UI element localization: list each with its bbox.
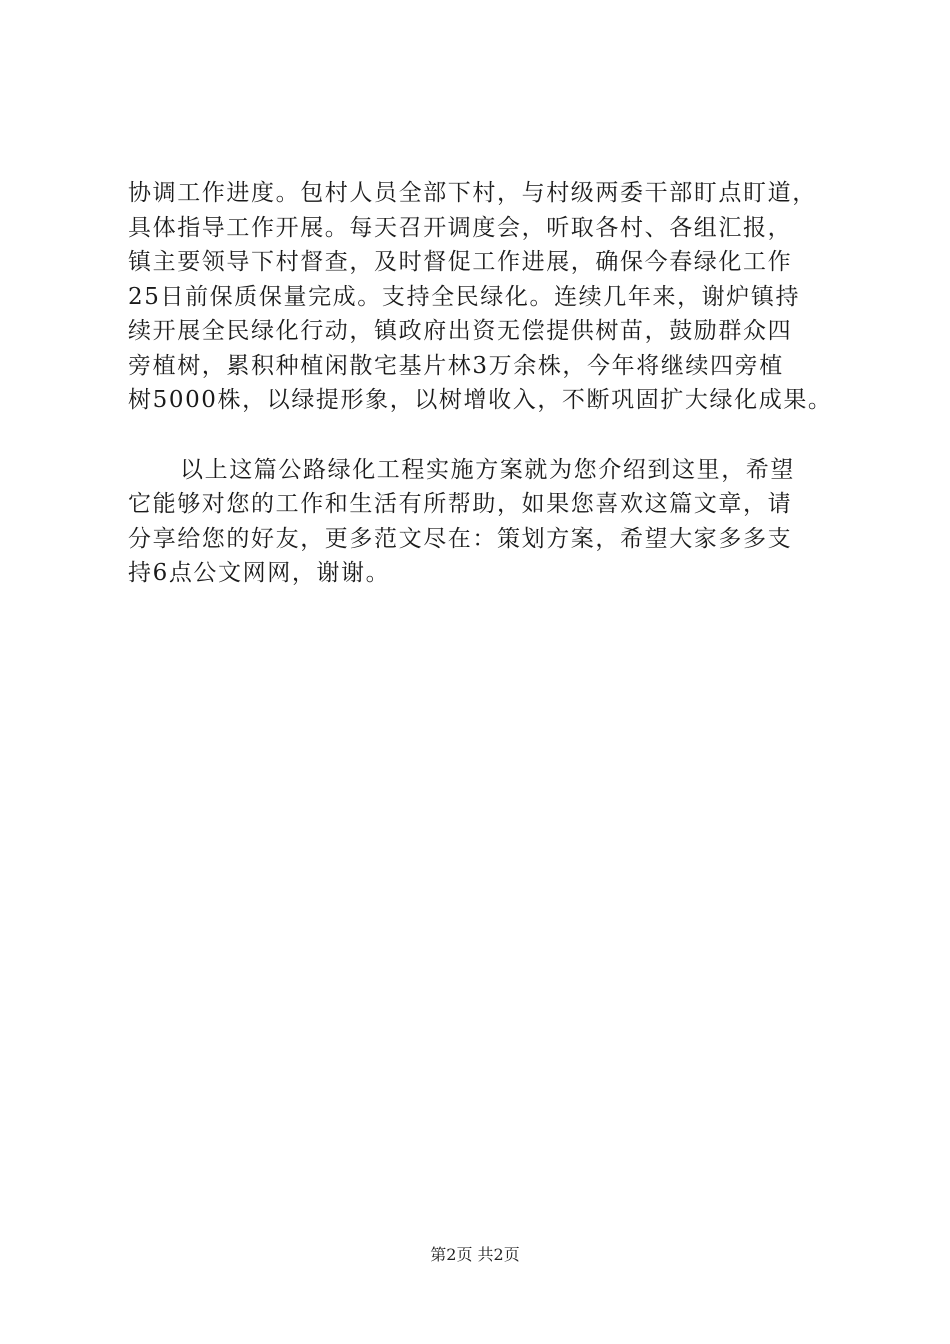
text-line: 具体指导工作开展。每天召开调度会，听取各村、各组汇报， — [128, 214, 793, 241]
text-line: 旁植树，累积种植闲散宅基片林3万余株，今年将继续四旁植 — [128, 352, 784, 379]
text-line: 以上这篇公路绿化工程实施方案就为您介绍到这里，希望 — [180, 456, 795, 483]
paragraph-2 — [128, 453, 848, 591]
document-body — [128, 176, 848, 591]
paragraph-spacer — [128, 418, 848, 453]
text-line: 25日前保质保量完成。支持全民绿化。连续几年来，谢炉镇持 — [128, 283, 801, 310]
text-line: 协调工作进度。包村人员全部下村，与村级两委干部盯点盯道， — [128, 180, 817, 206]
text-line: 续开展全民绿化行动，镇政府出资无偿提供树苗，鼓励群众四 — [128, 318, 793, 344]
text-line: 持6点公文网网，谢谢。 — [128, 560, 391, 586]
paragraph-1 — [128, 176, 848, 418]
text-line: 分享给您的好友，更多范文尽在：策划方案，希望大家多多支 — [128, 525, 793, 552]
page-footer — [0, 1244, 950, 1266]
text-line: 镇主要领导下村督查，及时督促工作进展，确保今春绿化工作 — [128, 249, 793, 275]
text-line: 它能够对您的工作和生活有所帮助，如果您喜欢这篇文章，请 — [128, 491, 793, 517]
page-number-label: 第2页 共2页 — [430, 1245, 520, 1264]
text-line: 树5000株，以绿提形象，以树增收入，不断巩固扩大绿化成果。 — [128, 387, 833, 413]
